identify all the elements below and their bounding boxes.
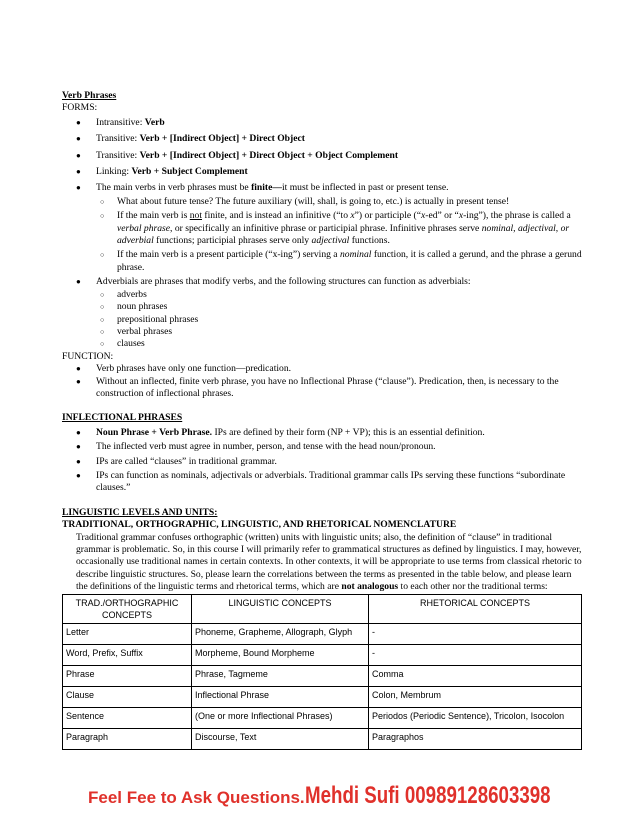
linguistic-levels-heading: LINGUISTIC LEVELS AND UNITS: [62, 506, 218, 518]
form-item: ● Linking: Verb + Subject Complement [62, 166, 582, 178]
verb-phrases-heading: Verb Phrases [62, 90, 117, 101]
form-item: ● Transitive: Verb + [Indirect Object] + Direct Object + Object Complement [62, 150, 582, 162]
table-row: Paragraph Discourse, Text Paragraphos [63, 729, 582, 750]
terms-table [62, 594, 582, 751]
table-header: LINGUISTIC CONCEPTS [192, 594, 369, 624]
table-row: Letter Phoneme, Grapheme, Allograph, Glyph - [63, 624, 582, 645]
sub-item-gerund: ○ If the main verb is a present participle (“x-ing”) serving a nominal function, it is called a gerund, and the phrase a gerund phrase. [62, 249, 582, 274]
table-row: Phrase Phrase, Tagmeme Comma [63, 666, 582, 687]
table-row: Word, Prefix, Suffix Morpheme, Bound Morpheme - [63, 645, 582, 666]
document-page [62, 0, 582, 750]
nomenclature-subheading: TRADITIONAL, ORTHOGRAPHIC, LINGUISTIC, AND RHETORICAL NOMENCLATURE [62, 519, 457, 531]
function-list [62, 363, 582, 400]
main-verb-item: ● The main verbs in verb phrases must be finite—it must be inflected in past or present tense. [62, 182, 582, 194]
main-verb-sublist [62, 196, 582, 274]
table-row: Clause Inflectional Phrase Colon, Membrum [63, 687, 582, 708]
function-item: ● Verb phrases have only one function—predication. [62, 363, 582, 375]
adverbial-type: ○ clauses [62, 338, 582, 350]
inflectional-item: ● IPs can function as nominals, adjectivals or adverbials. Traditional grammar calls IPs serving these functions “subordinate clauses.” [62, 470, 582, 495]
contact-footer [88, 782, 620, 810]
footer-contact-text: Mehdi Sufi 00989128603398 [304, 782, 551, 809]
inflectional-item: ● Noun Phrase + Verb Phrase. IPs are defined by their form (NP + VP); this is an essential definition. [62, 427, 582, 439]
adverbial-type: ○ adverbs [62, 289, 582, 301]
inflectional-item: ● IPs are called “clauses” in traditional grammar. [62, 456, 582, 468]
inflectional-phrases-heading: INFLECTIONAL PHRASES [62, 412, 183, 424]
form-item: ● Intransitive: Verb [62, 117, 582, 129]
form-item: ● Transitive: Verb + [Indirect Object] + Direct Object [62, 133, 582, 145]
forms-label: FORMS: [62, 102, 98, 114]
nomenclature-paragraph: Traditional grammar confuses orthographic (written) units with linguistic units; also, the definition of “clause” in traditional grammar is problematic. So, in this course I will primarily refer to grammatical structures as defined by linguistics. I may, however, occasionally use traditional names in certain contexts. In other contexts, it will be appropriate to use terms from classical rhetoric to describe linguistic structures. So, please learn the correlations between the terms as presented in the table below, and please learn the definitions of the linguistic terms and rhetorical terms, which are not analogous to each other nor the traditional terms: [76, 531, 582, 593]
adverbial-type: ○ verbal phrases [62, 326, 582, 338]
adverbial-type: ○ noun phrases [62, 301, 582, 313]
table-header: TRAD./ORTHOGRAPHIC CONCEPTS [63, 594, 192, 624]
table-header-row [63, 594, 582, 624]
function-label: FUNCTION: [62, 350, 114, 362]
forms-list [62, 117, 582, 195]
inflectional-list [62, 427, 582, 495]
adverbial-type: ○ prepositional phrases [62, 314, 582, 326]
table-row: Sentence (One or more Inflectional Phrases) Periodos (Periodic Sentence), Tricolon, Isocolon [63, 708, 582, 729]
table-header: RHETORICAL CONCEPTS [369, 594, 582, 624]
adverbial-types-list [62, 289, 582, 351]
sub-item-verbal-phrase: ○ If the main verb is not finite, and is instead an infinitive (“to x”) or participle (“x-ed” or “x-ing”), the phrase is called a verbal phrase, or specifically an infinitive phrase or participial phrase. Infinitive phrases serve nominal, adjectival, or adverbial functions; participial phrases serve only adjectival functions. [62, 210, 582, 247]
sub-item-future: ○ What about future tense? The future auxiliary (will, shall, is going to, etc.) is actually in present tense! [62, 196, 582, 208]
adverbials-item: ● Adverbials are phrases that modify verbs, and the following structures can function as adverbials: [62, 276, 582, 288]
function-item: ● Without an inflected, finite verb phrase, you have no Inflectional Phrase (“clause”). Predication, then, is necessary to the construction of inflectional phrases. [62, 376, 582, 401]
footer-questions-text: Feel Fee to Ask Questions. [88, 788, 305, 807]
inflectional-item: ● The inflected verb must agree in number, person, and tense with the head noun/pronoun. [62, 441, 582, 453]
adverbials-list [62, 276, 582, 288]
